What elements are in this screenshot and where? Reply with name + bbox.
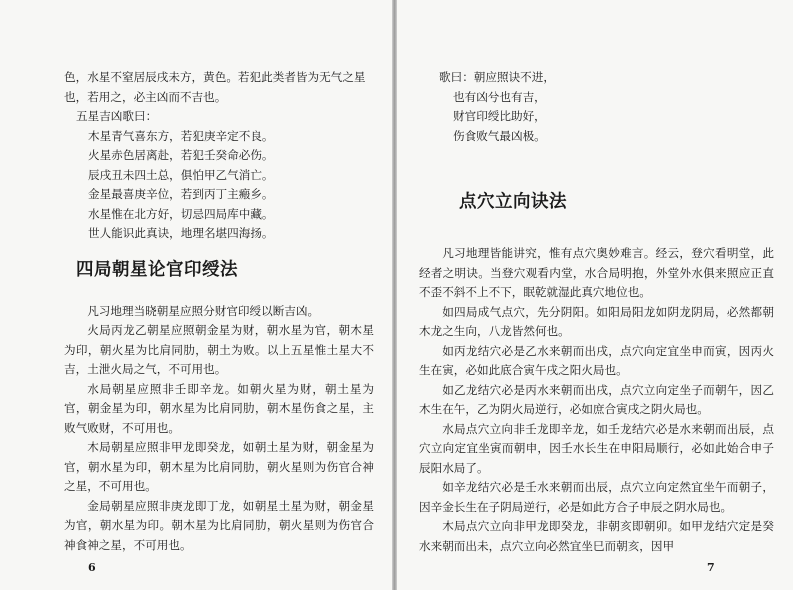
page-number: 7 xyxy=(707,561,715,574)
verse-line: 火星赤色居离赴，若犯壬癸命必伤。 xyxy=(88,148,274,162)
right-page-text xyxy=(419,68,774,556)
song-line: 也有凶兮也有吉， xyxy=(453,89,546,104)
paragraph: 如四局成气点穴，先分阴阳。如阳局阳龙如阴龙阴局，必然都朝木龙之生向，八龙皆然何也。 xyxy=(419,304,774,338)
verse-line: 世人能识此真诀，地理名堪四海扬。 xyxy=(88,226,274,240)
paragraph: 如丙龙结穴必是乙水来朝而出戌，点穴向定宜坐申而寅，因丙火生在寅，必如此底合寅午戌之阳火局也。 xyxy=(419,343,774,377)
verse-block xyxy=(64,127,374,244)
verse-title: 五星吉凶歌曰： xyxy=(76,109,158,123)
intro-line: 色，水星不窒居辰戌未方，黄色。若犯此类者皆为无气之星 xyxy=(64,70,366,84)
verse-line: 水星惟在北方好，切忌四局库中藏。 xyxy=(88,206,274,221)
verse-line: 金星最喜庚辛位，若到丙丁主瘢乡。 xyxy=(88,187,274,201)
song-line: 伤食败气最凶极。 xyxy=(453,128,546,143)
verse-line: 木星青气喜东方，若犯庚辛定不良。 xyxy=(88,128,274,143)
left-page-text xyxy=(64,68,374,555)
intro-line: 也，若用之，必主凶而不吉也。 xyxy=(64,89,227,104)
right-page xyxy=(397,0,793,590)
paragraph: 如辛龙结穴必是壬水来朝而出辰，点穴立向定然宜坐午而朝子，因辛金长生在子阴局逆行，必是如此方合子申辰之阴水局也。 xyxy=(419,480,774,514)
paragraph: 凡习地理当晓朝星应照分财官印绶以断吉凶。 xyxy=(87,303,320,318)
paragraph: 凡习地理皆能讲究，惟有点穴奥妙难言。经云，登穴看明堂，此经者之明诀。当登穴观看内堂，水合局明抱，外堂外水俱来照应正直不歪不斜不上不下，眠乾就湿此真穴地位也。 xyxy=(419,246,774,299)
paragraph: 金局朝星应照非庚龙即丁龙，如朝星土星为财，朝金星为官，朝水星为印。朝木星为比肩同肋，朝火星则为伤官合神食神之星，不可用也。 xyxy=(64,498,374,552)
left-page xyxy=(0,0,392,590)
section-heading: 点穴立向诀法 xyxy=(459,192,567,212)
paragraph: 水局朝星应照非壬即辛龙。如朝火星为财，朝土星为官，朝金星为印，朝水星为比肩同肋，朝木星伤食之星，主败气败财，不可用也。 xyxy=(64,381,374,435)
verse-line: 辰戌丑未四土总，俱怕甲乙气消亡。 xyxy=(88,167,274,182)
page-number: 6 xyxy=(88,561,96,574)
paragraph: 如乙龙结穴必是丙水来朝而出戌，点穴立向定坐子而朝午，因乙木生在午，乙为阴火局逆行，必如庶合寅戌之阴火局也。 xyxy=(419,382,774,416)
paragraph: 火局丙龙乙朝星应照朝金星为财，朝水星为官，朝木星为印，朝火星为比肩同肋，朝土为败。以上五星惟土星大不吉，土泄火局之气，不可用也。 xyxy=(64,323,374,376)
paragraph: 木局点穴立向非甲龙即癸龙，非朝亥即朝卯。如甲龙结穴定是癸水来朝而出未，点穴立向必然宜坐巳而朝亥，因甲 xyxy=(419,519,774,553)
song-title: 歌曰：朝应照诀不进， xyxy=(439,70,555,84)
paragraph: 木局朝星应照非甲龙即癸龙，如朝土星为财，朝金星为官，朝水星为印，朝木星为比肩同肋，朝火星则为伤官合神之星，不可用也。 xyxy=(64,440,374,493)
paragraph: 水局点穴立向非壬龙即辛龙，如壬龙结穴必是水来朝而出辰，点穴立向定宜坐寅而朝申，因壬水长生在申阳局顺行，必如此始合申子辰阳水局了。 xyxy=(419,421,774,475)
section-heading: 四局朝星论官印绶法 xyxy=(76,259,238,280)
song-block xyxy=(419,88,774,147)
song-line: 财官印绶比助好， xyxy=(453,109,546,123)
